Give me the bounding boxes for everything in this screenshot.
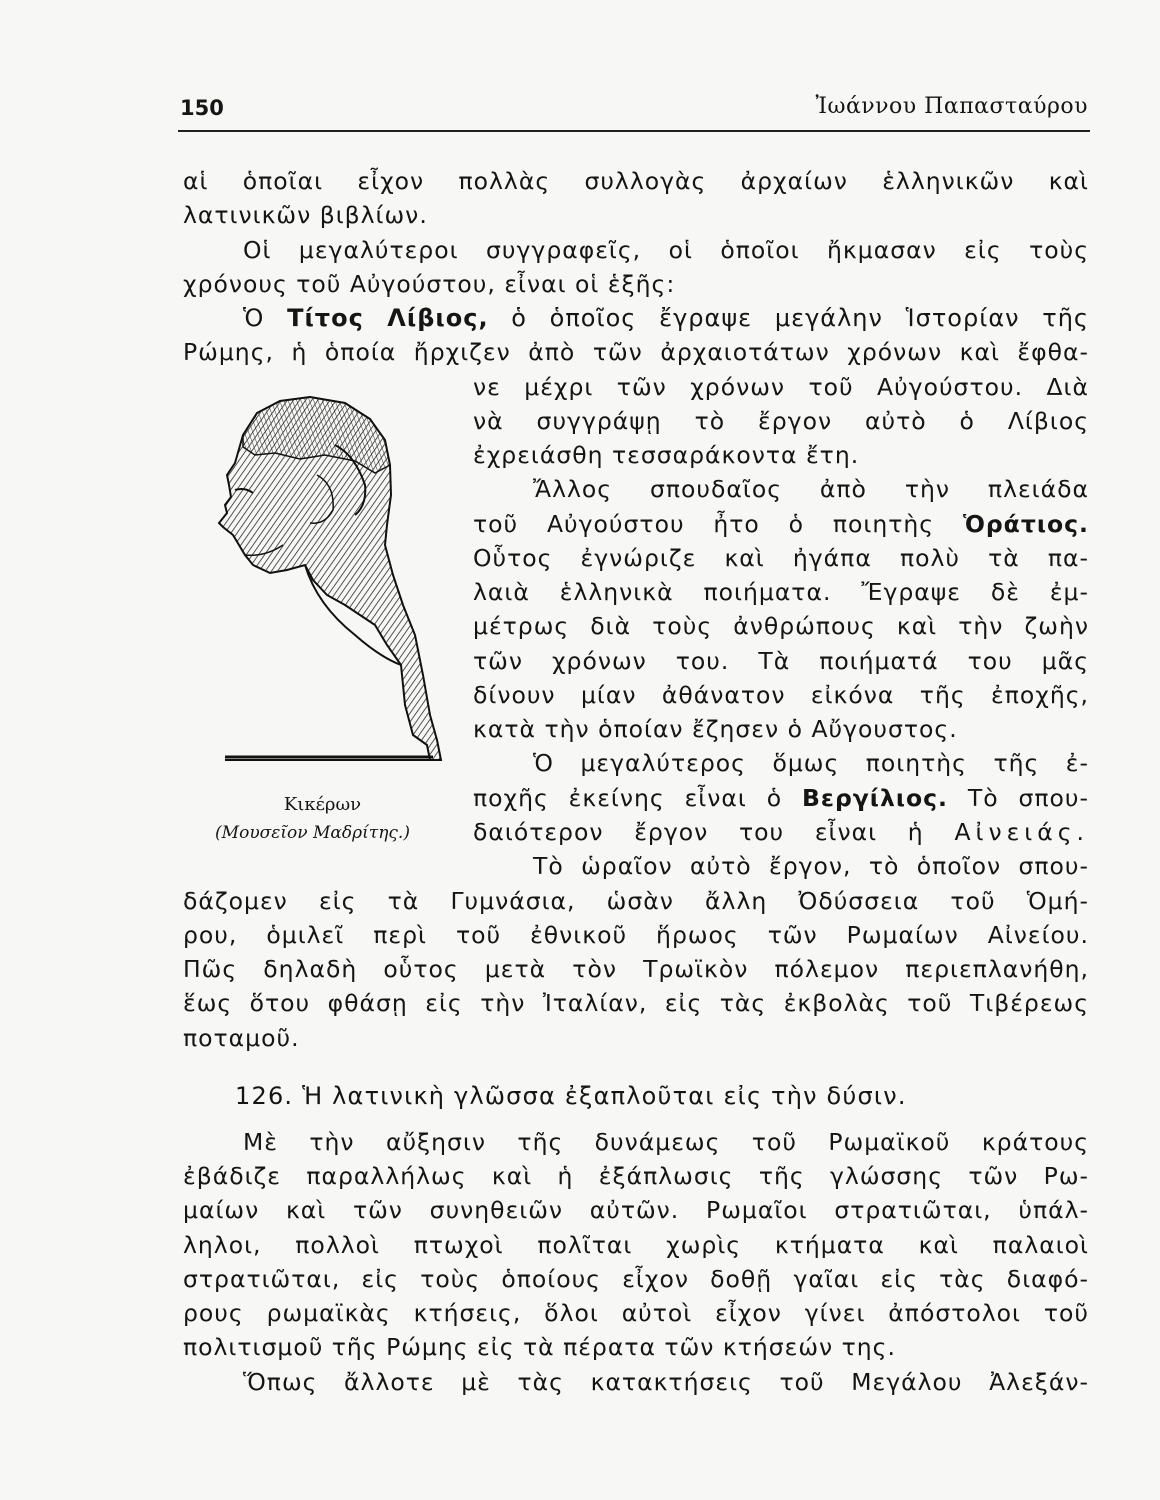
text-line: Ὁ μεγαλύτερος ὅμως ποιητὴς τῆς ἐ- — [533, 749, 1089, 777]
work-title-aeneid: Αἰνειάς. — [954, 818, 1089, 846]
text-line: ἐχρειάσθη τεσσαράκοντα ἔτη. — [473, 441, 860, 469]
text-line — [473, 815, 1089, 849]
text-line: ἐβάδιζε παραλλήλως καὶ ἡ ἐξάπλωσις τῆς γλώσσης τῶν Ρω- — [183, 1162, 1089, 1190]
author-name-virgil: Βεργίλιος. — [801, 784, 948, 812]
text-line: λαιὰ ἑλληνικὰ ποιήματα. Ἔγραψε δὲ ἐμ- — [473, 578, 1089, 606]
text-line: στρατιῶται, εἰς τοὺς ὁποίους εἶχον δοθῇ γαῖαι εἰς τὰς διαφό- — [183, 1265, 1089, 1293]
text-span: ὁ ὁποῖος ἔγραψε μεγάλην Ἱστορίαν τῆς — [488, 304, 1089, 332]
text-line: Ὅπως ἄλλοτε μὲ τὰς κατακτήσεις τοῦ Μεγάλου Ἀλεξάν- — [243, 1368, 1089, 1396]
text-line: ποταμοῦ. — [183, 1024, 300, 1052]
text-line: πολιτισμοῦ τῆς Ρώμης εἰς τὰ πέρατα τῶν κτήσεών της. — [183, 1333, 896, 1361]
section-heading: 126. Ἡ λατινικὴ γλῶσσα ἐξαπλοῦται εἰς τὴν δύσιν. — [235, 1082, 907, 1110]
text-line: Οὗτος ἐγνώριζε καὶ ἠγάπα πολὺ τὰ πα- — [473, 544, 1089, 572]
text-line: λατινικῶν βιβλίων. — [183, 201, 428, 229]
portrait-bust-image — [205, 395, 445, 770]
text-line: δάζομεν εἰς τὰ Γυμνάσια, ὡσὰν ἄλλη Ὀδύσσεια τοῦ Ὁμή- — [183, 887, 1089, 915]
text-line: Πῶς δηλαδὴ οὗτος μετὰ τὸν Τρωϊκὸν πόλεμον περιεπλανήθη, — [183, 955, 1089, 983]
text-line: ληλοι, πολλοὶ πτωχοὶ πολῖται χωρὶς κτήματα καὶ παλαιοὶ — [183, 1231, 1089, 1259]
text-line: Ρώμης, ἡ ὁποία ἤρχιζεν ἀπὸ τῶν ἀρχαιοτάτων χρόνων καὶ ἔφθα- — [183, 338, 1089, 366]
text-line: Μὲ τὴν αὔξησιν τῆς δυνάμεως τοῦ Ρωμαϊκοῦ κράτους — [243, 1128, 1089, 1156]
text-line: μαίων καὶ τῶν συνηθειῶν αὐτῶν. Ρωμαῖοι στρατιῶται, ὑπάλ- — [183, 1196, 1089, 1224]
text-span: ποχῆς ἐκείνης εἶναι ὁ — [473, 784, 802, 812]
text-line: Οἱ μεγαλύτεροι συγγραφεῖς, οἱ ὁποῖοι ἤκμασαν εἰς τοὺς — [243, 236, 1089, 264]
text-line: χρόνους τοῦ Αὐγούστου, εἶναι οἱ ἑξῆς: — [183, 270, 676, 298]
text-span: τοῦ Αὐγούστου ἦτο ὁ ποιητὴς — [473, 510, 963, 538]
page-number: 150 — [180, 96, 224, 120]
text-line: Ἄλλος σπουδαῖος ἀπὸ τὴν πλειάδα — [533, 475, 1089, 503]
text-span: δαιότερον ἔργον του εἶναι ἡ — [473, 818, 955, 846]
text-line: Τὸ ὡραῖον αὐτὸ ἔργον, τὸ ὁποῖον σπου- — [533, 852, 1089, 880]
text-span: Ὁ — [243, 304, 288, 332]
text-line — [473, 781, 1089, 815]
figure-caption-name: Κικέρων — [283, 794, 362, 815]
text-line: δίνουν μίαν ἀθάνατον εἰκόνα τῆς ἐποχῆς, — [473, 681, 1089, 709]
text-line: τῶν χρόνων του. Τὰ ποιήματά του μᾶς — [473, 647, 1089, 675]
text-span: Τὸ σπου- — [947, 784, 1089, 812]
page-header — [178, 90, 1090, 132]
author-name-livy: Τίτος Λίβιος, — [287, 304, 489, 332]
figure-caption-source: (Μουσεῖον Μαδρίτης.) — [215, 823, 410, 843]
text-line: νὰ συγγράψῃ τὸ ἔργον αὐτὸ ὁ Λίβιος — [473, 407, 1089, 435]
text-line — [473, 507, 1089, 541]
text-line: κατὰ τὴν ὁποίαν ἔζησεν ὁ Αὔγουστος. — [473, 715, 958, 743]
text-line: ρους ρωμαϊκὰς κτήσεις, ὅλοι αὐτοὶ εἶχον γίνει ἀπόστολοι τοῦ — [183, 1299, 1089, 1327]
text-line: νε μέχρι τῶν χρόνων τοῦ Αὐγούστου. Διὰ — [473, 373, 1089, 401]
text-line: αἱ ὁποῖαι εἶχον πολλὰς συλλογὰς ἀρχαίων ἑλληνικῶν καὶ — [183, 167, 1089, 195]
text-line: ἕως ὅτου φθάσῃ εἰς τὴν Ἰταλίαν, εἰς τὰς ἐκβολὰς τοῦ Τιβέρεως — [183, 989, 1089, 1017]
text-line: ρου, ὁμιλεῖ περὶ τοῦ ἐθνικοῦ ἥρωος τῶν Ρωμαίων Αἰνείου. — [183, 921, 1089, 949]
text-line: μέτρως διὰ τοὺς ἀνθρώπους καὶ τὴν ζωὴν — [473, 612, 1089, 640]
text-line — [243, 301, 1089, 335]
running-head: Ἰωάννου Παπασταύρου — [815, 94, 1088, 119]
author-name-horace: Ὁράτιος. — [962, 510, 1089, 538]
